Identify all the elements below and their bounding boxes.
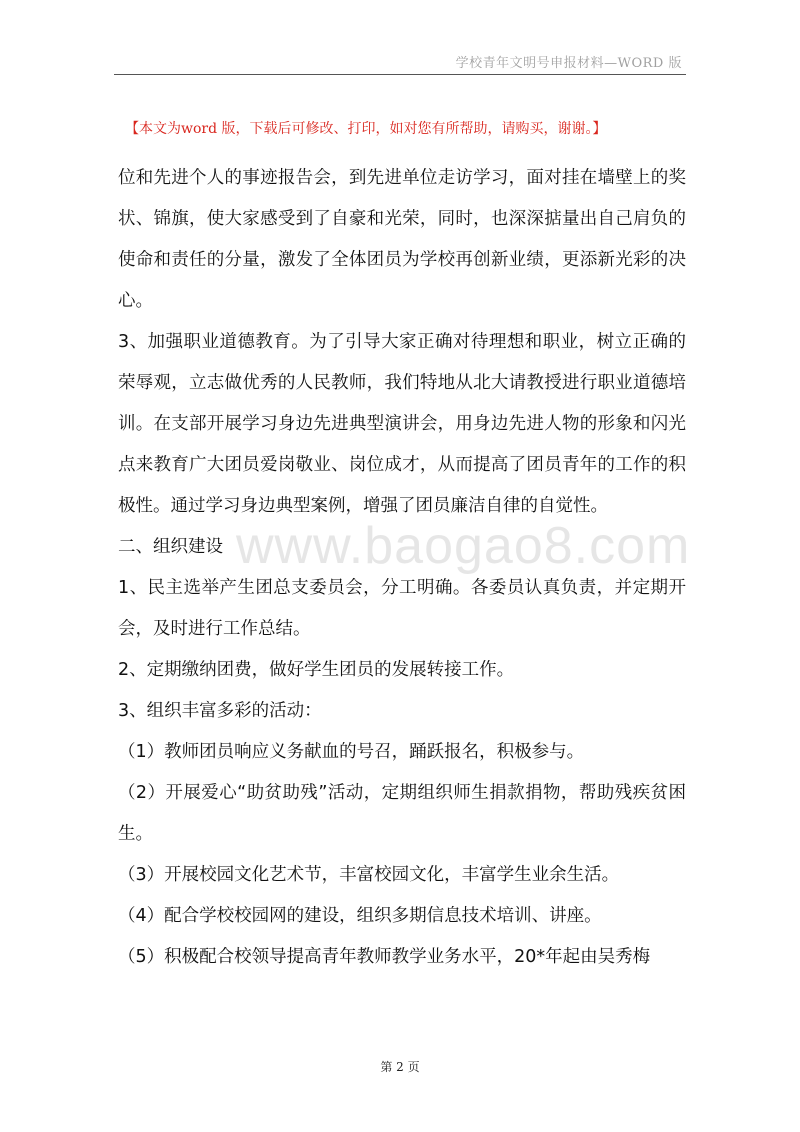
list-item: （4）配合学校校园网的建设，组织多期信息技术培训、讲座。 [118,906,602,926]
paragraph: 2、定期缴纳团费，做好学生团员的发展转接工作。 [118,660,515,680]
watermark: www.baogao8.com [236,517,691,575]
header-divider [114,74,686,75]
paragraph: 3、组织丰富多彩的活动： [118,701,322,721]
page-header [0,0,800,80]
list-item: （5）积极配合校领导提高青年教师教学业务水平，20*年起由吴秀梅 [118,947,651,967]
section-heading: 二、组织建设 [118,537,223,557]
list-item: （1）教师团员响应义务献血的号召，踊跃报名，积极参与。 [118,742,585,762]
list-item: （2）开展爱心“助贫助残”活动，定期组织师生捐款捐物，帮助残疾贫困生。 [118,783,686,844]
paragraph: 3、加强职业道德教育。为了引导大家正确对待理想和职业，树立正确的荣辱观，立志做优秀的人民教师，我们特地从北大请教授进行职业道德培训。在支部开展学习身边先进典型演讲会，用身边先进人物的形象和闪光点来教育广大团员爱岗敬业、岗位成才，从而提高了团员青年的工作的积极性。通过学习身边典型案例，增强了团员廉洁自律的自觉性。 [118,332,686,516]
paragraph: 位和先进个人的事迹报告会，到先进单位走访学习，面对挂在墙壁上的奖状、锦旗，使大家感受到了自豪和光荣，同时，也深深掂量出自己肩负的使命和责任的分量，激发了全体团员为学校再创新业绩，更添新光彩的决心。 [118,168,686,311]
document-body [118,158,686,978]
header-title: 学校青年文明号申报材料—WORD 版 [455,56,682,71]
page-number: 第 2 页 [380,1060,420,1074]
paragraph: 1、民主选举产生团总支委员会，分工明确。各委员认真负责，并定期开会，及时进行工作总结。 [118,578,686,639]
purchase-notice: 【本文为word 版，下载后可修改、打印，如对您有所帮助，请购买，谢谢。】 [125,121,607,137]
list-item: （3）开展校园文化艺术节，丰富校园文化，丰富学生业余生活。 [118,865,620,885]
